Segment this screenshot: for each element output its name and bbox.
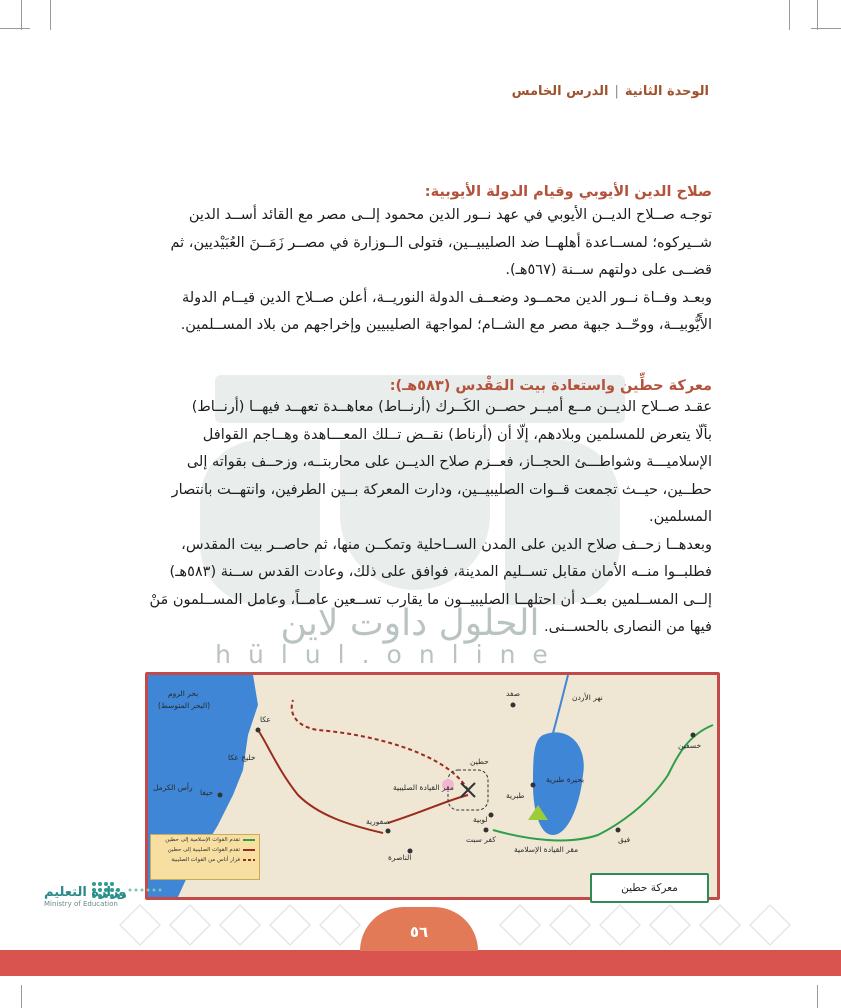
crusader-route <box>258 730 383 833</box>
watermark-url: hülul.online <box>215 640 565 669</box>
map-caption: معركة حطين <box>590 873 709 903</box>
town-dot <box>218 793 223 798</box>
text-line: الأَيُّوبيــة، ووحّــد جبهة مصر مع الشــام؛ لمواجهة الصليبيين وإخراجهم من بلاد المســلمين. <box>180 317 712 333</box>
text-line: إلــى المســلمين بعــد أن احتلهــا الصليبيــون ما يقارب تســعين عامــاً، وعامل المســلمون مَنْ <box>149 591 712 608</box>
map-label-kafr-sabt: كفر سبت <box>466 835 496 844</box>
map-label-safad: صفد <box>506 689 521 698</box>
ministry-name: وزارة التعليم <box>44 885 127 900</box>
legend-label: تقدم القوات الإسلامية إلى حطين <box>165 837 240 843</box>
map-label-tiberias: طبرية <box>506 791 525 800</box>
text-line: فيها من النصارى بالحســنى. <box>544 619 712 635</box>
legend-label: فرار أناس من القوات الصليبية <box>171 857 240 863</box>
ministry-logo <box>44 885 127 918</box>
paragraph <box>130 202 712 340</box>
text-line: وبعـد وفــاة نــور الدين محمــود وضعــف الدولة النوريــة، أعلن صــلاح الدين قيــام الدولة <box>181 289 712 306</box>
section-hattin <box>130 378 712 642</box>
paragraph <box>130 394 712 642</box>
section-heading: معركة حطِّين واستعادة بيت المَقْدس (٥٨٣هـ): <box>389 378 712 394</box>
crop-mark <box>0 28 30 29</box>
map-label-fiq: فيق <box>618 835 631 844</box>
town-dot <box>484 828 489 833</box>
map-label-acre-gulf: خليج عكا <box>228 753 256 762</box>
unit-title: الوحدة الثانية <box>624 84 709 99</box>
town-dot <box>616 828 621 833</box>
town-dot <box>256 728 261 733</box>
map-label-khisfin: خسفين <box>678 741 702 750</box>
legend-line-islamic <box>243 839 255 841</box>
legend-item <box>151 855 259 865</box>
legend-item <box>151 835 259 845</box>
legend-line-retreat <box>243 859 255 861</box>
town-dot <box>531 783 536 788</box>
text-line: وبعدهــا زحــف صلاح الدين على المدن الســاحلية وتمكــن منها، ثم حاصــر بيت المقدس، <box>181 536 712 553</box>
retreat-route <box>292 700 468 790</box>
text-line: شــيركوه؛ لمســاعدة أهلهــا ضد الصليبيــين، فتولى الــوزارة في مصــر زَمَــنَ العُبَيْديين، ثم <box>170 234 712 251</box>
town-dot <box>386 829 391 834</box>
river-line <box>553 675 568 733</box>
map-label-hattin: حطين <box>470 757 489 766</box>
crop-mark <box>21 0 22 30</box>
battle-x-icon <box>461 783 475 797</box>
header-separator: | <box>614 84 619 99</box>
text-line: الإسلاميـــة وشواطـــئ الحجــاز، فعــزم صلاح الديــن على محاربتــه، وزحــف بقواته إلى <box>186 454 712 470</box>
crop-mark <box>811 28 841 29</box>
text-line: حطــين، حيــث تجمعت قــوات الصليبيــين، ودارت المعركة بــين الطرفين، وانتهــت بانتصار <box>171 481 712 498</box>
section-heading: صلاح الدين الأيوبي وقيام الدولة الأيوبية: <box>424 184 712 200</box>
map-legend <box>150 834 260 880</box>
text-line: المسلمين. <box>649 509 712 525</box>
running-header <box>512 84 709 99</box>
text-line: فطلبــوا منــه الأمان مقابل تســليم المدينة، فوافق على ذلك، وعادت القدس ســنة (٥٨٣هـ) <box>169 564 712 580</box>
text-line: توجـه صــلاح الديــن الأيوبي في عهد نــور الدين محمود إلــى مصر مع القائد أســد الدين <box>188 207 712 223</box>
ministry-name-en: Ministry of Education <box>44 900 118 908</box>
text-line: قضــى على دولتهم ســنة (٥٦٧هـ). <box>505 262 712 278</box>
town-dot <box>489 813 494 818</box>
legend-label: تقدم القوات الصليبية إلى حطين <box>167 847 240 853</box>
map-label-acre: عكا <box>260 715 271 724</box>
crop-mark <box>21 985 22 1008</box>
map-label-nazareth: الناصرة <box>388 853 412 862</box>
map-label-saffuriya: صفورية <box>366 817 390 826</box>
town-dot <box>691 733 696 738</box>
page-number: ٥٦ <box>360 907 478 951</box>
map-label-sea-sub: (البحر المتوسط) <box>158 701 211 710</box>
town-dot <box>511 703 516 708</box>
crop-mark <box>817 985 818 1008</box>
crop-mark <box>817 0 818 30</box>
legend-item <box>151 845 259 855</box>
watermark-text: الحلول داوت لاين <box>280 603 540 644</box>
map-label-crusader-hq: مقر القيادة الصليبية <box>393 783 454 792</box>
map-label-carmel: رأس الكرمل <box>153 783 193 792</box>
legend-line-crusader <box>243 849 255 851</box>
lesson-title: الدرس الخامس <box>511 84 609 99</box>
map-label-sea: بحر الروم <box>168 689 199 698</box>
crop-mark <box>789 0 790 30</box>
map-label-lake: بحيرة طبرية <box>546 775 585 784</box>
footer-bar <box>0 950 841 976</box>
map-label-islamic-hq: مقر القيادة الإسلامية <box>514 845 579 854</box>
crusader-route <box>388 795 468 823</box>
text-line: بألّا يتعرض للمسلمين وبلادهم، إلّا أن (أرناط) نقــض تــلك المعـــاهدة وهــاجم القوافل <box>202 426 712 443</box>
section-ayyubid <box>130 184 712 340</box>
map-label-haifa: حيفا <box>200 788 213 797</box>
map-label-lubia: لوبية <box>473 815 488 824</box>
text-line: عقـد صــلاح الديــن مــع أميــر حصــن الكَــرك (أرنــاط) معاهــدة تعهــد فيهــا (أرنــاط) <box>191 399 712 415</box>
ministry-year: 2022 - 1444 <box>44 908 105 918</box>
crop-mark <box>50 0 51 30</box>
map-label-jordan: نهر الأردن <box>572 693 603 702</box>
